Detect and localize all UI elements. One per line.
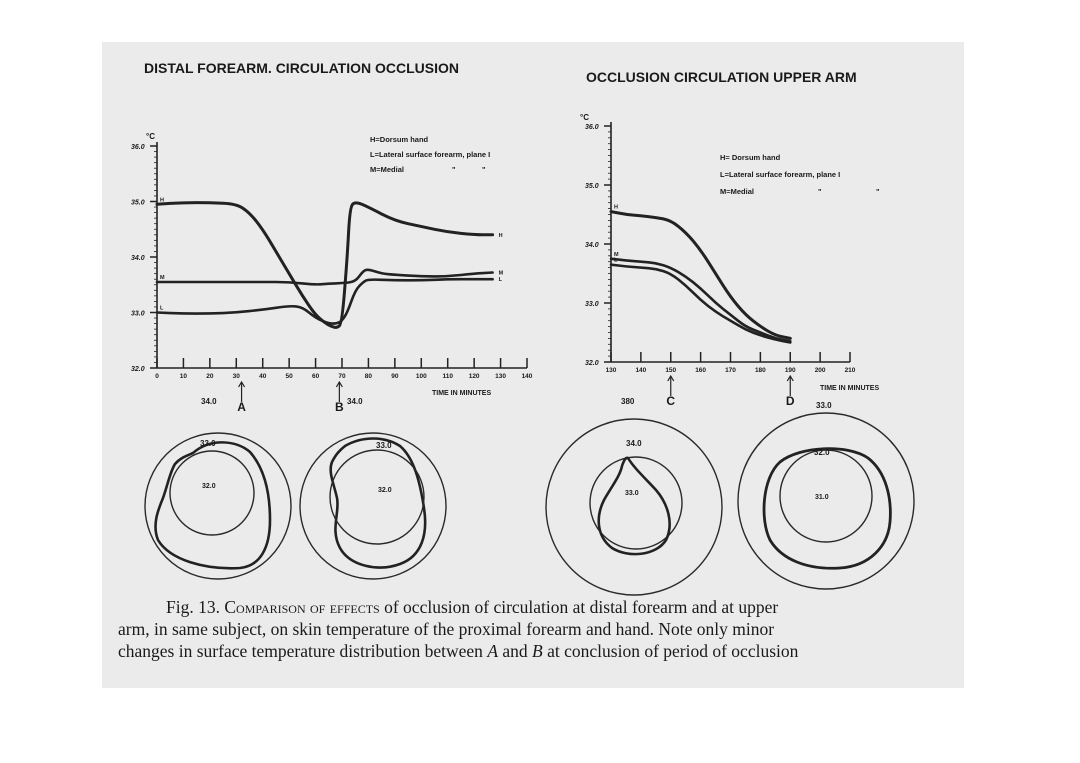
chart2-ylabel: °C [580,113,589,122]
chart1-title: DISTAL FOREARM. CIRCULATION OCCLUSION [144,60,459,76]
chart2-legend [720,153,880,196]
chart1-xtick-label-2: 20 [206,373,214,380]
chart1-xtick-label-11: 110 [442,373,453,380]
chart1-legend-h: H=Dorsum hand [370,135,429,144]
chart2-xtick-label-8: 210 [844,367,856,374]
caption-fig-label: Fig. 13. [166,597,220,617]
chart1-series [157,197,504,327]
isotherm-a-inner-ring [170,451,254,535]
chart2-xtick-label-6: 190 [784,367,796,374]
isotherm-d-inner-label: 31.0 [815,494,829,501]
chart1-series-label-end-L: L [498,277,503,284]
chart2-xtick-label-1: 140 [635,367,647,374]
chart2-title: OCCLUSION CIRCULATION UPPER ARM [586,69,857,85]
isotherm-b-outer-label: 34.0 [347,397,363,406]
chart1-ytick-label-0: 32.0 [131,366,145,373]
chart1-xtick-label-6: 60 [311,373,320,380]
isotherm-d-mid-label: 32.0 [814,448,830,457]
chart2-series-label-start-L: L [614,257,618,264]
chart1-series-L [157,279,493,323]
chart2-ytick-label-1: 33.0 [585,301,599,308]
caption-line-2: arm, in same subject, on skin temperature of the proximal forearm and hand. Note only minor [118,619,775,639]
chart1-axes [131,142,533,380]
chart1-ytick-label-4: 36.0 [131,144,145,151]
isotherm-diagram-c [546,397,722,595]
chart1-ytick-label-3: 35.0 [131,199,145,207]
chart1-xtick-label-8: 80 [364,373,373,380]
chart2-ytick-label-2: 34.0 [585,242,599,249]
chart1-series-H [157,203,493,328]
chart2-xlabel-1: TIME IN MINUTES [820,385,880,392]
chart1-xtick-label-1: 10 [179,373,188,380]
chart1-xtick-label-9: 90 [391,373,399,380]
isotherm-diagram-b [300,397,446,579]
chart1-xlabel: TIME IN MINUTES [432,390,492,397]
caption-var-b: B [532,641,543,661]
chart2-xtick-label-2: 150 [665,367,677,374]
isotherm-d-mid-contour [764,449,890,569]
chart1-series-label-start-H: H [160,197,164,204]
chart1-xtick-label-0: 0 [155,373,159,380]
chart1-legend-ditto1: " [452,165,456,174]
chart-upper-arm [580,69,880,392]
chart1-xtick-label-10: 100 [415,373,427,380]
isotherm-b-mid-contour [331,439,425,568]
chart1-xtick-label-7: 70 [338,373,346,380]
chart1-series-label-end-M: M [498,270,504,277]
isotherm-a-outer-label: 34.0 [201,397,217,406]
chart2-series-L [611,265,790,343]
chart2-xtick-label-4: 170 [725,367,736,374]
caption-smallcaps: Comparison of effects [224,597,380,617]
chart1-xtick-label-3: 30 [232,373,240,380]
caption-line3-start: changes in surface temperature distribution between [118,641,488,661]
chart2-ytick-label-3: 35.0 [585,183,599,190]
caption-line-1 [118,596,944,618]
chart1-ylabel: °C [146,132,155,141]
isotherm-c-mid-label: 34.0 [626,439,642,448]
caption-var-a: A [487,641,499,661]
marker-label-b: B [335,400,344,414]
chart1-series-M [157,270,493,285]
chart2-series-label-start-M: M [614,251,619,258]
isotherm-diagram-d [738,401,914,589]
chart2-legend-l: L=Lateral surface forearm, plane I [720,170,841,179]
isotherm-b-inner-label: 32.0 [378,487,392,494]
isotherm-b-mid-label: 33.0 [376,441,392,450]
chart1-ytick-label-2: 34.0 [131,255,145,262]
chart1-xtick-label-14: 140 [521,373,533,380]
chart2-ytick-label-0: 32.0 [585,360,599,367]
chart2-ytick-label-4: 36.0 [585,124,599,131]
caption-line3-end: at conclusion of period of occlusion [542,641,799,661]
chart2-series-H [611,212,790,339]
chart1-xtick-label-4: 40 [259,373,267,380]
figure-caption [118,596,944,662]
chart2-legend-ditto2: " [876,187,880,196]
chart1-legend-l: L=Lateral surface forearm, plane I [370,150,491,159]
chart1-xtick-label-5: 50 [285,373,293,380]
marker-label-c: C [666,394,676,408]
chart2-xtick-label-0: 130 [605,367,617,374]
chart2-legend-h: H= Dorsum hand [720,153,781,162]
isotherm-c-outer-label: 380 [621,397,635,406]
chart2-legend-ditto1: " [818,187,822,196]
chart1-legend-ditto2: " [482,165,486,174]
isotherm-c-inner-label: 33.0 [625,490,639,497]
isotherm-diagram-a [145,397,291,579]
chart1-series-label-start-L: L [160,305,164,312]
chart2-series-label-start-H: H [614,204,618,211]
isotherm-a-inner-label: 32.0 [202,483,216,490]
chart1-ytick-label-1: 33.0 [131,310,145,318]
chart2-xtick-label-7: 200 [814,367,826,374]
chart2-series [611,205,790,343]
caption-line1-rest: of occlusion of circulation at distal forearm and at upper [379,597,779,617]
chart-distal-forearm [131,60,533,397]
chart1-legend [370,135,490,174]
chart1-series-label-end-H: H [498,232,503,239]
chart1-xtick-label-13: 130 [495,373,507,380]
chart1-series-label-start-M: M [160,274,165,281]
occlusion-markers [237,376,795,414]
marker-label-a: A [237,400,246,414]
isotherm-b-inner-ring [330,450,424,544]
chart1-xtick-label-12: 120 [468,373,480,380]
marker-label-d: D [785,394,795,408]
isotherm-a-mid-label: 33.0 [200,439,216,448]
caption-line-3 [118,640,944,662]
chart1-legend-m: M=Medial [370,165,404,174]
isotherm-d-outer-label: 33.0 [816,401,832,410]
caption-line3-and: and [498,641,533,661]
chart2-legend-m: M=Medial [720,187,754,196]
chart2-xtick-label-5: 180 [754,367,766,374]
chart2-xtick-label-3: 160 [695,367,707,374]
